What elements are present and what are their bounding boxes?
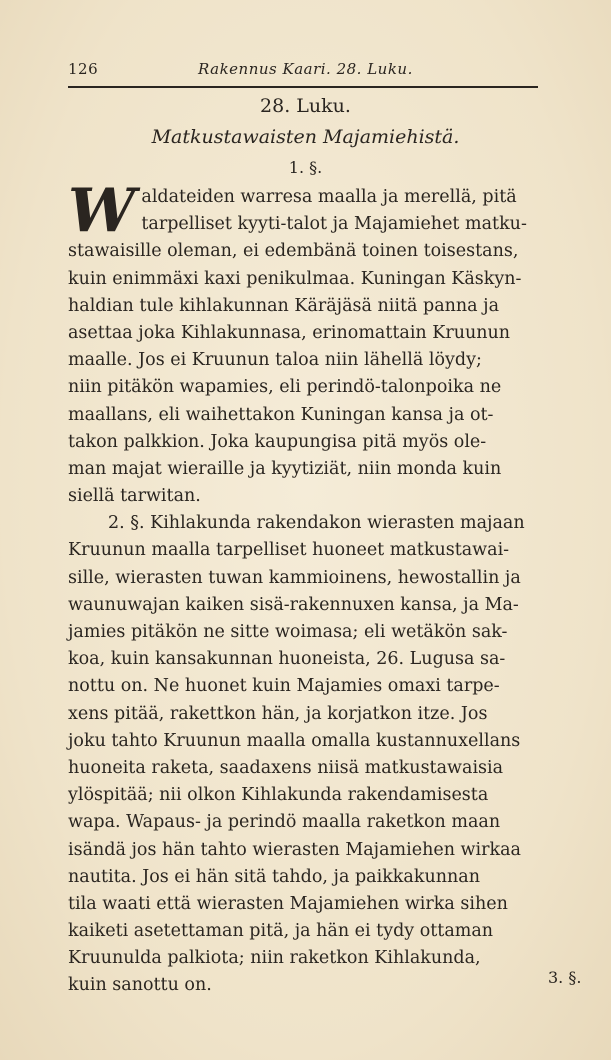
body-text xyxy=(68,176,548,1000)
text-line: nottu on. Ne huonet kuin Majamies omaxi tarpe- xyxy=(68,676,500,697)
text-line: kuin sanottu on. xyxy=(68,975,212,996)
text-line: siellä tarwitan. xyxy=(68,486,201,507)
running-head xyxy=(68,60,538,84)
text-line: haldian tule kihlakunnan Käräjäsä niitä panna ja xyxy=(68,295,500,316)
text-line: jamies pitäkön ne sitte woimasa; eli wetäkön sak- xyxy=(68,622,508,642)
text-line: kuin enimmäxi kaxi penikulmaa. Kuningan Käskyn- xyxy=(68,268,522,289)
text-line: maallans, eli waihettakon Kuningan kansa ja ot- xyxy=(68,404,494,425)
text-line: xens pitää, rakettkon hän, ja korjatkon itze. Jos xyxy=(68,703,488,724)
header-rule xyxy=(68,86,538,88)
chapter-subtitle: Matkustawaisten Majamiehistä. xyxy=(151,126,460,148)
text-line: niin pitäkön wapamies, eli perindö-talonpoika ne xyxy=(68,377,502,398)
text-line: asettaa joka Kihlakunnasa, erinomattain Kruunun xyxy=(68,322,511,343)
text-line: isändä jos hän tahto wierasten Majamiehen wirkaa xyxy=(68,839,521,860)
text-line: joku tahto Kruunun maalla omalla kustannuxellans xyxy=(68,730,521,751)
text-line: waunuwajan kaiken sisä-rakennuxen kansa, ja Ma- xyxy=(68,594,519,615)
catchword: 3. §. xyxy=(548,968,582,987)
text-line: tarpelliset kyyti-talot ja Majamiehet matku- xyxy=(141,214,527,235)
text-line: huoneita raketa, saadaxens niisä matkustawaisia xyxy=(68,757,504,778)
text-line: wapa. Wapaus- ja perindö maalla raketkon maan xyxy=(68,812,501,833)
text-line: nautita. Jos ei hän sitä tahdo, ja paikkakunnan xyxy=(68,866,480,887)
text-line: Kruunulda palkiota; niin raketkon Kihlakunda, xyxy=(68,948,481,969)
text-line: tila waati että wierasten Majamiehen wirka sihen xyxy=(68,893,508,914)
text-line: stawaisille oleman, ei edembänä toinen toisestans, xyxy=(68,241,519,262)
page-number: 126 xyxy=(68,60,99,78)
chapter-title: 28. Luku. xyxy=(260,95,351,117)
text-line: ylöspitää; nii olkon Kihlakunda rakendamisesta xyxy=(68,785,489,806)
text-line: 2. §. Kihlakunda rakendakon wierasten majaan xyxy=(108,513,525,534)
text-line: maalle. Jos ei Kruunun taloa niin lähellä löydy; xyxy=(68,350,482,371)
text-line: man majat wieraille ja kyytiziät, niin monda kuin xyxy=(68,458,502,479)
text-line: koa, kuin kansakunnan huoneista, 26. Lugusa sa- xyxy=(68,649,506,670)
text-line: sille, wierasten tuwan kammioinens, hewostallin ja xyxy=(68,567,521,588)
text-line: takon palkkion. Joka kaupungisa pitä myös ole- xyxy=(68,431,487,452)
drop-cap: W xyxy=(68,176,136,246)
running-title: Rakennus Kaari. 28. Luku. xyxy=(198,60,413,78)
section-heading: 1. §. xyxy=(288,158,323,177)
line-text: aldateiden warresa maalla ja merellä, pitä xyxy=(141,187,517,207)
text-line: kaiketi asetettaman pitä, ja hän ei tydy ottaman xyxy=(68,921,494,942)
text-line: Kruunun maalla tarpelliset huoneet matkustawai- xyxy=(68,540,510,561)
